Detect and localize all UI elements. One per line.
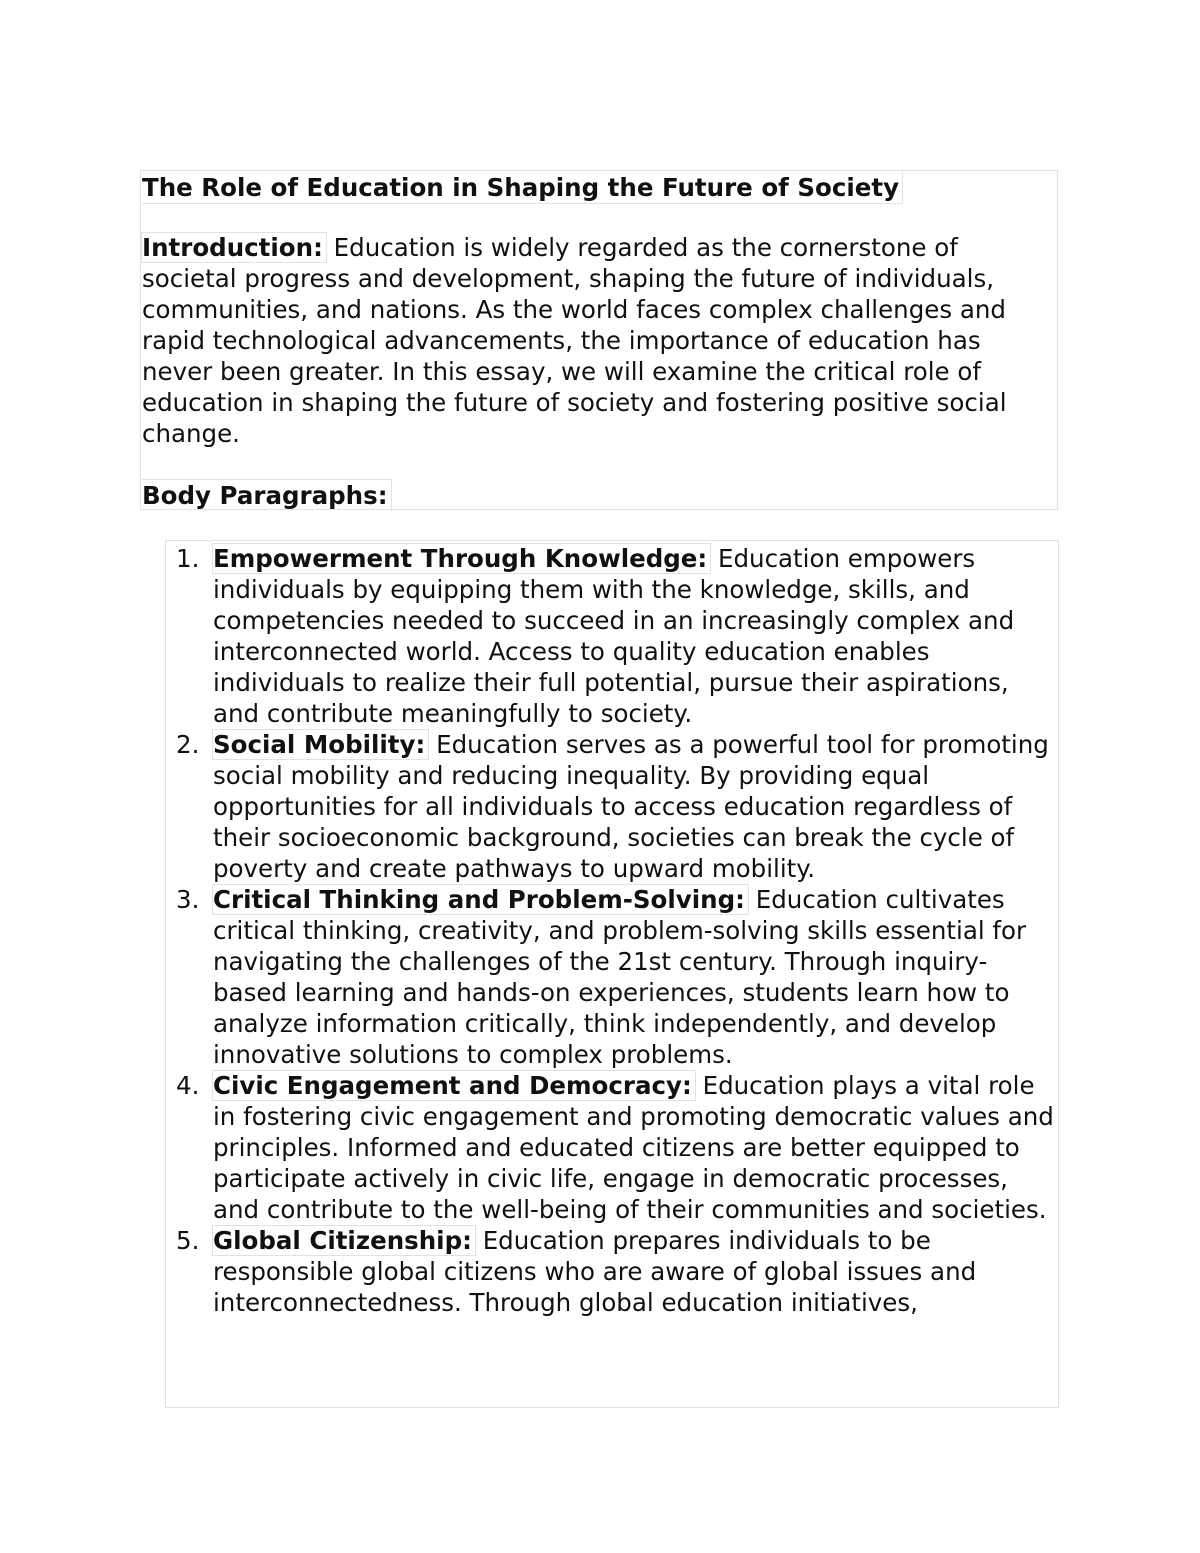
list-item-number: 1. [176,544,200,573]
list-item-label: Social Mobility: [213,730,428,759]
list-item-number: 2. [176,730,200,759]
intro-text: Education is widely regarded as the cornerstone of societal progress and development, shaping the future of individuals, communities, and nations. As the world faces complex challenges and rapid technological advancements, the importance of education has never been greater. In this essay, we will examine the critical role of education in shaping the future of society and fostering positive social change. [142,233,1007,448]
list-item [166,729,1059,884]
intro-label: Introduction: [142,233,326,262]
list-item-content [213,1070,1059,1225]
list-item-number: 5. [176,1226,200,1255]
list-item [166,1225,1059,1318]
list-item [166,884,1059,1070]
list-item-label: Global Citizenship: [213,1226,475,1255]
list-item-label: Critical Thinking and Problem-Solving: [213,885,748,914]
list-item-text: Education plays a vital role in fostering civic engagement and promoting democratic values and principles. Informed and educated citizens are better equipped to participate actively in civic life, engage in democratic processes, and contribute to the well-being of their communities and societies. [213,1071,1054,1224]
list-item-number: 3. [176,885,200,914]
body-paragraphs-heading: Body Paragraphs: [142,479,392,511]
list-item-number: 4. [176,1071,200,1100]
list-item-text: Education prepares individuals to be responsible global citizens who are aware of global issues and interconnectedness. Through global education initiatives, [213,1226,977,1317]
body-paragraph-list [166,543,1059,1318]
body-list-section [165,540,1059,1408]
list-item-text: Education serves as a powerful tool for promoting social mobility and reducing inequality. By providing equal opportunities for all individuals to access education regardless of their socioeconomic background, societies can break the cycle of poverty and create pathways to upward mobility. [213,730,1049,883]
document-title: The Role of Education in Shaping the Future of Society [142,172,903,204]
list-item-content [213,729,1059,884]
list-item-content [213,1225,1059,1318]
list-item-label: Civic Engagement and Democracy: [213,1071,695,1100]
list-item-text: Education cultivates critical thinking, creativity, and problem-solving skills essential for navigating the challenges of the 21st century. Through inquiry-based learning and hands-on experiences, students learn how to analyze information critically, think independently, and develop innovative solutions to complex problems. [213,885,1027,1069]
list-item [166,543,1059,729]
list-item-label: Empowerment Through Knowledge: [213,544,710,573]
list-item-content [213,543,1059,729]
intro-paragraph [142,232,1052,449]
list-item-text: Education empowers individuals by equipping them with the knowledge, skills, and competencies needed to succeed in an increasingly complex and interconnected world. Access to quality education enables individuals to realize their full potential, pursue their aspirations, and contribute meaningfully to society. [213,544,1015,728]
list-item [166,1070,1059,1225]
list-item-content [213,884,1059,1070]
